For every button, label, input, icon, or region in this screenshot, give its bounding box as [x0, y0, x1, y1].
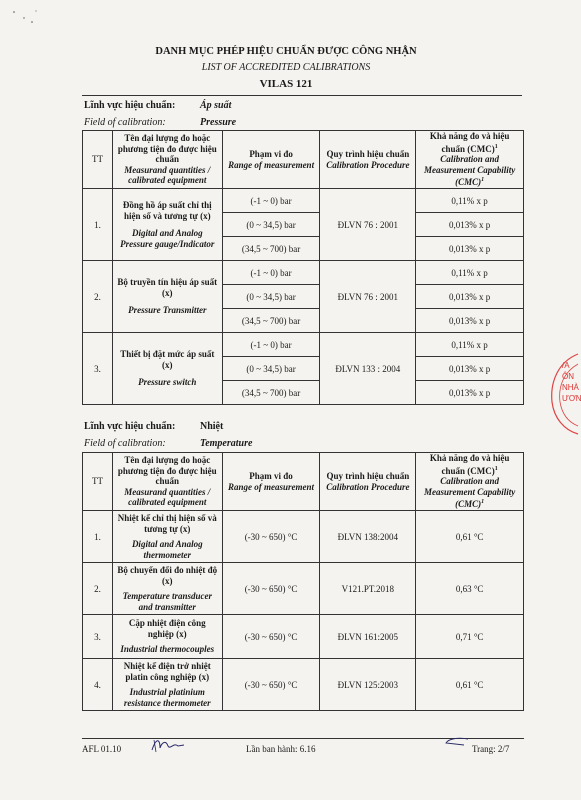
row-procedure: ĐLVN 125:2003	[320, 659, 416, 711]
row-procedure: ĐLVN 76 : 2001	[320, 189, 416, 261]
row-cmc: 0,013% x p	[416, 213, 524, 237]
row-procedure: V121.PT.2018	[320, 563, 416, 615]
row-cmc: 0,63 °C	[416, 563, 524, 615]
footer-page: Trang: 2/7	[472, 744, 510, 754]
table-row	[83, 511, 524, 563]
row-range: (-30 ~ 650) °C	[222, 511, 320, 563]
row-range: (-1 ~ 0) bar	[222, 261, 320, 285]
initial-mark	[444, 737, 470, 747]
signature-mark	[148, 736, 188, 754]
col-procedure: Quy trình hiệu chuẩn Calibration Procedure	[320, 453, 416, 511]
row-quantity: Bộ chuyển đổi đo nhiệt độ (x) Temperature transducer and transmitter	[112, 563, 222, 615]
row-tt: 1.	[83, 511, 113, 563]
vilas-code: VILAS 121	[259, 78, 313, 90]
row-cmc: 0,71 °C	[416, 615, 524, 659]
table-row	[83, 333, 524, 357]
row-range: (-1 ~ 0) bar	[222, 333, 320, 357]
row-cmc: 0,61 °C	[416, 511, 524, 563]
col-quantity: Tên đại lượng đo hoặc phương tiện đo được hiệu chuẩn Measurand quantities / calibrated equipment	[112, 453, 222, 511]
col-quantity: Tên đại lượng đo hoặc phương tiện đo được hiệu chuẩn Measurand quantities / calibrated equipment	[112, 131, 222, 189]
col-tt: TT	[83, 453, 113, 511]
row-procedure: ĐLVN 161:2005	[320, 615, 416, 659]
row-range: (34,5 ~ 700) bar	[222, 237, 320, 261]
row-tt: 1.	[83, 189, 113, 261]
footer-form-code: AFL 01.10	[82, 744, 122, 754]
row-cmc: 0,11% x p	[416, 261, 524, 285]
row-quantity: Nhiệt kế điện trở nhiệt platin công nghiệp (x) Industrial platinium resistance thermometer	[112, 659, 222, 711]
temperature-table	[82, 452, 524, 711]
row-quantity: Cặp nhiệt điện công nghiệp (x) Industrial thermocouples	[112, 615, 222, 659]
row-tt: 3.	[83, 615, 113, 659]
scan-specks	[10, 8, 40, 26]
col-cmc: Khả năng đo và hiệu chuẩn (CMC)$^1$ Calibration and Measurement Capability (CMC)$^1$	[416, 453, 524, 511]
row-range: (-1 ~ 0) bar	[222, 189, 320, 213]
field-vi-pressure: Lĩnh vực hiệu chuẩn: Áp suất	[84, 100, 232, 111]
row-quantity: Bộ truyền tín hiệu áp suất (x) Pressure Transmitter	[112, 261, 222, 333]
row-tt: 2.	[83, 261, 113, 333]
col-tt: TT	[83, 131, 113, 189]
row-procedure: ĐLVN 133 : 2004	[320, 333, 416, 405]
row-range: (34,5 ~ 700) bar	[222, 309, 320, 333]
header-rule	[82, 95, 522, 96]
row-range: (-30 ~ 650) °C	[222, 615, 320, 659]
row-cmc: 0,013% x p	[416, 285, 524, 309]
title-vi: DANH MỤC PHÉP HIỆU CHUẨN ĐƯỢC CÔNG NHẬN	[155, 46, 417, 57]
row-tt: 2.	[83, 563, 113, 615]
col-procedure: Quy trình hiệu chuẩn Calibration Procedure	[320, 131, 416, 189]
field-vi-temperature: Lĩnh vực hiệu chuẩn: Nhiệt	[84, 421, 224, 432]
row-cmc: 0,013% x p	[416, 309, 524, 333]
col-range: Phạm vi đo Range of measurement	[222, 453, 320, 511]
col-range: Phạm vi đo Range of measurement	[222, 131, 320, 189]
row-cmc: 0,61 °C	[416, 659, 524, 711]
row-range: (0 ~ 34,5) bar	[222, 357, 320, 381]
row-range: (0 ~ 34,5) bar	[222, 285, 320, 309]
col-cmc: Khả năng đo và hiệu chuẩn (CMC)$^1$ Calibration and Measurement Capability (CMC)$^1$	[416, 131, 524, 189]
table-row	[83, 563, 524, 615]
row-range: (-30 ~ 650) °C	[222, 659, 320, 711]
row-cmc: 0,013% x p	[416, 381, 524, 405]
row-cmc: 0,013% x p	[416, 237, 524, 261]
table-header-row	[83, 131, 524, 189]
field-en-temperature: Field of calibration: Temperature	[84, 438, 253, 449]
row-cmc: 0,013% x p	[416, 357, 524, 381]
row-procedure: ĐLVN 76 : 2001	[320, 261, 416, 333]
table-row	[83, 659, 524, 711]
table-row	[83, 615, 524, 659]
table-row	[83, 189, 524, 213]
row-range: (-30 ~ 650) °C	[222, 563, 320, 615]
stamp-fragment: /A ÔN NHÀ ƯƠN	[548, 352, 578, 436]
row-tt: 3.	[83, 333, 113, 405]
row-quantity: Đồng hồ áp suất chỉ thị hiện số và tương tự (x) Digital and Analog Pressure gauge/Indicator	[112, 189, 222, 261]
row-range: (0 ~ 34,5) bar	[222, 213, 320, 237]
row-tt: 4.	[83, 659, 113, 711]
row-cmc: 0,11% x p	[416, 333, 524, 357]
row-quantity: Thiết bị đặt mức áp suất (x) Pressure switch	[112, 333, 222, 405]
table-header-row	[83, 453, 524, 511]
table-row	[83, 261, 524, 285]
row-cmc: 0,11% x p	[416, 189, 524, 213]
footer-issue: Lần ban hành: 6.16	[246, 744, 316, 754]
row-quantity: Nhiệt kế chỉ thị hiện số và tương tự (x) Digital and Analog thermometer	[112, 511, 222, 563]
title-en: LIST OF ACCREDITED CALIBRATIONS	[201, 62, 371, 73]
field-en-pressure: Field of calibration: Pressure	[84, 117, 237, 128]
pressure-table	[82, 130, 524, 405]
row-procedure: ĐLVN 138:2004	[320, 511, 416, 563]
row-range: (34,5 ~ 700) bar	[222, 381, 320, 405]
